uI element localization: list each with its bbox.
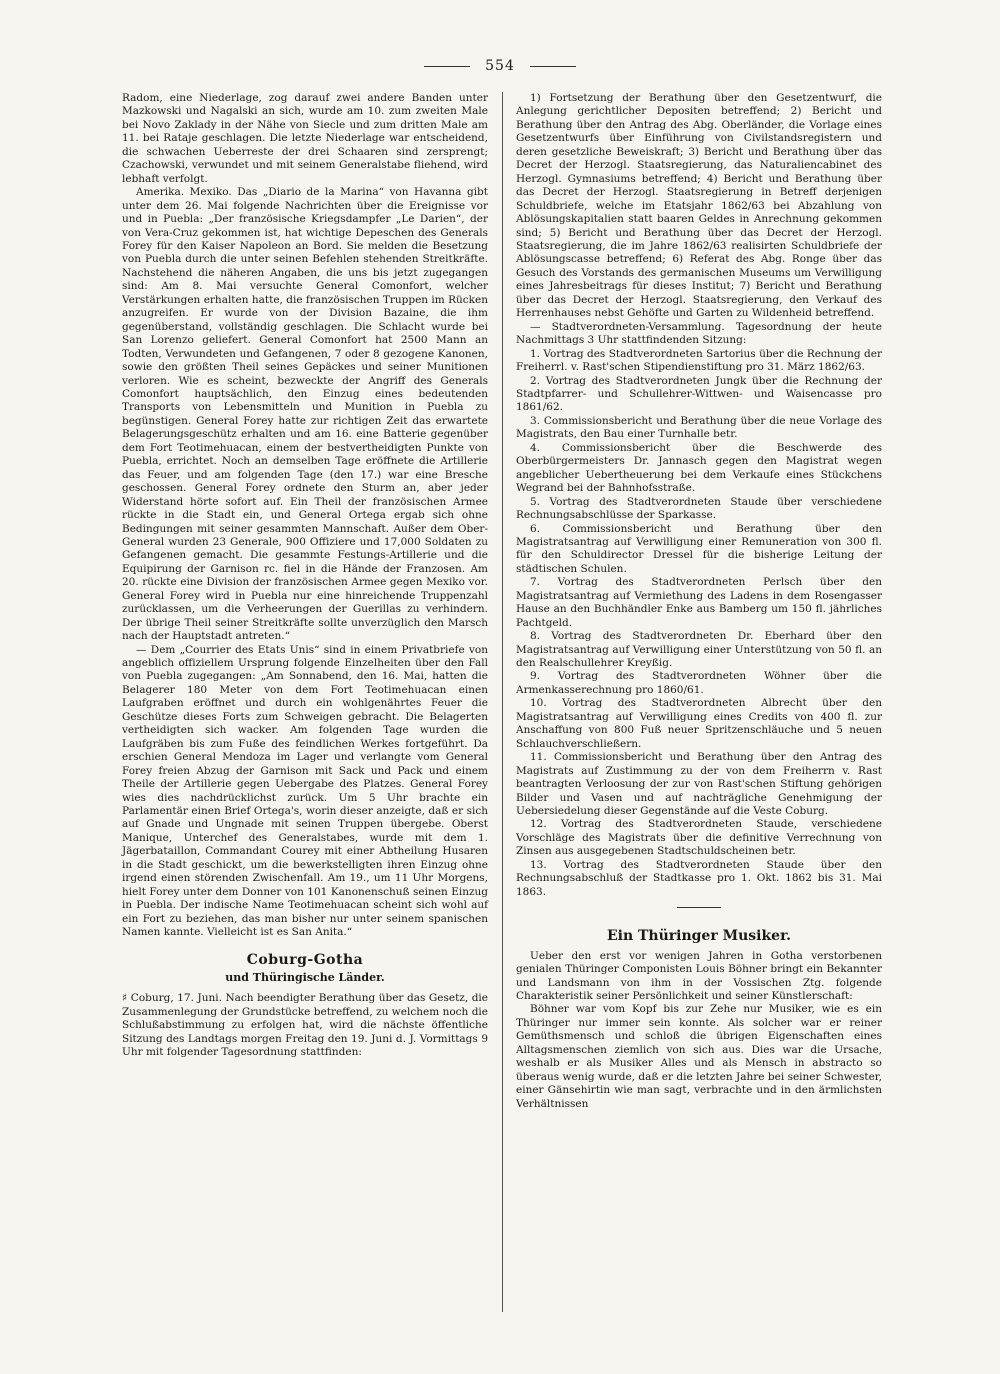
left-column [122, 92, 488, 1060]
agenda-paragraph: 1) Fortsetzung der Berathung über den Gesetzentwurf, die Anlegung gerichtlicher Depositen betreffend; 2) Bericht und Berathung über den Antrag des Abg. Oberländer, die Vorlage eines Gesetzentwurfs über Einführung von Civilstandsregistern und deren gesetzliche Beweiskraft; 3) Bericht und Berathung über das Decret der Herzogl. Staatsregierung, das Naturaliencabinet des Herzogl. Gymnasiums betreffend; 4) Bericht und Berathung über das Decret der Herzogl. Staatsregierung in Betreff derjenigen Schuldbriefe, welche im Etatsjahr 1862/63 bei Abzahlung von Ablösungskapitalien statt baaren Geldes in Anrechnung gekommen sind; 5) Bericht und Berathung über das Decret der Herzogl. Staatsregierung, die im Jahre 1862/63 realisirten Schuldbriefe der Ablösungscasse betreffend; 6) Referat des Abg. Ronge über das Gesuch des Vorstands des germanischen Museums um Verwilligung eines Jahresbeitrags für dieses Institut; 7) Bericht und Berathung über das Decret der Herzogl. Staatsregierung, den Verkauf des Herrenhauses nebst Gehöfte und Garten zu Wildenheid betreffend. [516, 92, 882, 320]
page-number: 554 [485, 58, 515, 74]
section-rule [677, 907, 721, 908]
page-header [0, 58, 1000, 74]
agenda-item: 10. Vortrag des Stadtverordneten Albrecht über den Magistratsantrag auf Verwilligung eines Credits von 400 fl. zur Anschaffung von 800 Fuß neuer Spritzenschläuche und 5 neuen Schlauchverschließern. [516, 697, 882, 750]
header-rule-right [530, 66, 576, 67]
agenda-item: 4. Commissionsbericht über die Beschwerde des Oberbürgermeisters Dr. Jannasch gegen den Magistrat wegen angeblicher Uebertheuerung bei dem Verkaufe eines Stückchens Wegrand bei der Bahnhofsstraße. [516, 441, 882, 495]
header-rule-left [424, 66, 470, 67]
article-paragraph: Böhner war vom Kopf bis zur Zehe nur Musiker, wie es ein Thüringer nur immer sein konnte. Als solcher war er reiner Gemüthsmensch und schloß die übrigen Eigenschaften eines Alltagsmenschen ziemlich von sich aus. Dies war die Ursache, weshalb er als Musiker Alles und als Mensch in abstracto so überaus wenig wurde, daß er die letzten Jahre bei seiner Schwester, einer Gänsehirtin wie man sagt, verbrachte und in den ärmlichsten Verhältnissen [516, 1003, 882, 1110]
agenda-intro: — Stadtverordneten-Versammlung. Tagesordnung der heute Nachmittags 3 Uhr stattfindenden Sitzung: [516, 320, 882, 347]
agenda-item: 8. Vortrag des Stadtverordneten Dr. Eberhard über den Magistratsantrag auf Verwilligung einer Unterstützung von 50 fl. an den Realschullehrer Kreyßig. [516, 630, 882, 670]
article-paragraph: ♯ Coburg, 17. Juni. Nach beendigter Berathung über das Gesetz, die Zusammenlegung der Grundstücke betreffend, zu welchem noch die Schlußabstimmung zu erfolgen hat, wird die nächste öffentliche Sitzung des Landtags morgen Freitag den 19. Juni d. J. Vormittags 9 Uhr mit folgender Tagesordnung stattfinden: [122, 992, 488, 1059]
agenda-item: 6. Commissionsbericht und Berathung über den Magistratsantrag auf Verwilligung einer Remuneration von 300 fl. für den Schuldirector Dressel für die bisherige Leitung der städtischen Schulen. [516, 522, 882, 575]
agenda-item: 11. Commissionsbericht und Berathung über den Antrag des Magistrats auf Zustimmung zu der von dem Freiherrn v. Rast beantragten Verloosung der zur von Rast'schen Stiftung gehörigen Bilder und Vasen und auf nachträgliche Genehmigung der Uebersiedelung dieser Gegenstände auf die Veste Coburg. [516, 751, 882, 818]
column-divider [502, 92, 503, 1312]
right-column [516, 92, 882, 1111]
agenda-item: 5. Vortrag des Stadtverordneten Staude über verschiedene Rechnungsabschlüsse der Sparkasse. [516, 495, 882, 522]
agenda-item: 1. Vortrag des Stadtverordneten Sartorius über die Rechnung der Freiherrl. v. Rast'schen Stipendienstiftung pro 31. März 1862/63. [516, 347, 882, 374]
agenda-item: 9. Vortrag des Stadtverordneten Wöhner über die Armenkasserechnung pro 1860/61. [516, 670, 882, 696]
agenda-item: 7. Vortrag des Stadtverordneten Perlsch über den Magistratsantrag auf Vermiethung des Ladens in dem Rosengasser Hause an den Buchhändler Enke aus Bamberg um 150 fl. jährliches Pachtgeld. [516, 576, 882, 629]
article-paragraph: Ueber den erst vor wenigen Jahren in Gotha verstorbenen genialen Thüringer Componisten Louis Böhner bringt ein Bekannter und Landsmann von ihm in der Vossischen Ztg. folgende Charakteristik seiner Persönlichkeit und seiner Künstlerschaft: [516, 949, 882, 1002]
article-paragraph: Radom, eine Niederlage, zog darauf zwei andere Banden unter Mazkowski und Nagalski an sich, wurde am 10. zum zweiten Male bei Novo Zaklady in der Nähe von Siecle und zum dritten Male am 11. bei Rataje geschlagen. Die letzte Niederlage war entscheidend, die schwachen Ueberreste der drei Schaaren sind zersprengt; Czachowski, verwundet und mit seinem Generalstabe fliehend, wird lebhaft verfolgt. [122, 92, 488, 185]
agenda-item: 2. Vortrag des Stadtverordneten Jungk über die Rechnung der Stadtpfarrer- und Schullehrer-Wittwen- und Waisencasse pro 1861/62. [516, 374, 882, 414]
article-paragraph: — Dem „Courrier des Etats Unis“ sind in einem Privatbriefe von angeblich offiziellem Ursprung folgende Einzelheiten über den Fall von Puebla zugegangen: „Am Sonnabend, den 16. Mai, hatten die Belagerer 180 Meter von dem Fort Teotimehuacan einen Laufgraben eröffnet und durch ein wohlgenährtes Feuer die Geschütze dieses Forts zum Schweigen gebracht. Die Belagerten vertheidigten sich wacker. Am folgenden Tage wurden die Laufgräben bis zum Fuße des feindlichen Werkes fortgeführt. Da erschien General Mendoza im Lager und verlangte vom General Forey freien Abzug der Garnison mit Sack und Pack und einem Theile der Artillerie gegen Uebergabe des Platzes. General Forey wies dies nachdrücklichst zurück. Um 5 Uhr brachte ein Parlamentär einen Brief Ortega's, worin dieser anzeigte, daß er sich auf Gnade und Ungnade mit seinen Truppen übergebe. Oberst Manique, Unterchef des Generalstabes, wurde mit dem 1. Jägerbataillon, Commandant Courey mit einer Abtheilung Husaren in die Stadt geschickt, um die bewerkstelligten ihren Einzug ohne irgend einen störenden Zwischenfall. Am 19., um 11 Uhr Morgens, hielt Forey unter dem Donner von 101 Kanonenschuß seinen Einzug in Puebla. Der indische Name Teotimehuacan scheint sich wohl auf ein Fort zu beziehen, das man bisher nur unter seinem spanischen Namen kannte. Vielleicht ist es San Anita.“ [122, 643, 488, 939]
article-paragraph: Amerika. Mexiko. Das „Diario de la Marina“ von Havanna gibt unter dem 26. Mai folgende Nachrichten über die Ereignisse vor und in Puebla: „Der französische Kriegsdampfer „Le Darien“, der von Vera-Cruz gekommen ist, hat wichtige Depeschen des Generals Forey für den Kaiser Napoleon an Bord. Sie melden die Besetzung von Puebla durch die unter seinen Befehlen stehenden Streitkräfte. Nachstehend die näheren Angaben, die uns bis jetzt zugegangen sind: Am 8. Mai versuchte General Comonfort, welcher Verstärkungen erhalten hatte, die französischen Truppen im Rücken anzugreifen. Er wurde von der Division Bazaine, die ihm gegenüberstand, vollständig geschlagen. Die Schlacht wurde bei San Lorenzo geliefert. General Comonfort hat 2500 Mann an Todten, Verwundeten und Gefangenen, 7 oder 8 gezogene Kanonen, sowie den größten Theil seines Gepäckes und seiner Munitionen verloren. Wie es scheint, bezweckte der Angriff des Generals Comonfort hauptsächlich, den Einzug eines bedeutenden Transports von Lebensmitteln und Munition in Puebla zu begünstigen. General Forey hatte zur richtigen Zeit das erwartete Belagerungsgeschütz erhalten und am 16. eine Batterie gegenüber dem Fort Teotimehuacan, einem der bestvertheidigten Punkte von Puebla, errichtet. Noch an demselben Tage eröffnete die Artillerie das Feuer, und am folgenden Tage (den 17.) war eine Bresche geschossen. General Forey ordnete den Sturm an, aber jeder Widerstand hörte sofort auf. Ein Theil der französischen Armee rückte in die Stadt ein, und General Ortega ergab sich ohne Bedingungen mit seiner gesammten Mannschaft. Außer dem Ober-General wurden 23 Generale, 900 Offiziere und 17,000 Soldaten zu Gefangenen gemacht. Die gesammte Festungs-Artillerie und die Equipirung der Garnison rc. fiel in die Hände der Franzosen. Am 20. rückte eine Division der französischen Armee gegen Mexiko vor. General Forey wird in Puebla nur eine hinreichende Truppenzahl zurücklassen, um die Verheerungen der Guerillas zu verhindern. Der übrige Theil seiner Streitkräfte sollte unverzüglich den Marsch nach der Hauptstadt antreten.“ [122, 186, 488, 643]
agenda-item: 3. Commissionsbericht und Berathung über die neue Vorlage des Magistrats, den Bau einer Turnhalle betr. [516, 414, 882, 441]
section-title: Coburg-Gotha [246, 951, 364, 968]
section-subtitle: und Thüringische Länder. [225, 971, 385, 984]
article-title: Ein Thüringer Musiker. [606, 928, 792, 945]
agenda-item: 13. Vortrag des Stadtverordneten Staude über den Rechnungsabschluß der Stadtkasse pro 1. Okt. 1862 bis 31. Mai 1863. [516, 858, 882, 898]
agenda-item: 12. Vortrag des Stadtverordneten Staude, verschiedene Vorschläge des Magistrats über die definitive Verrechnung von Zinsen aus ausgegebenen Stadtschuldscheinen betr. [516, 818, 882, 858]
